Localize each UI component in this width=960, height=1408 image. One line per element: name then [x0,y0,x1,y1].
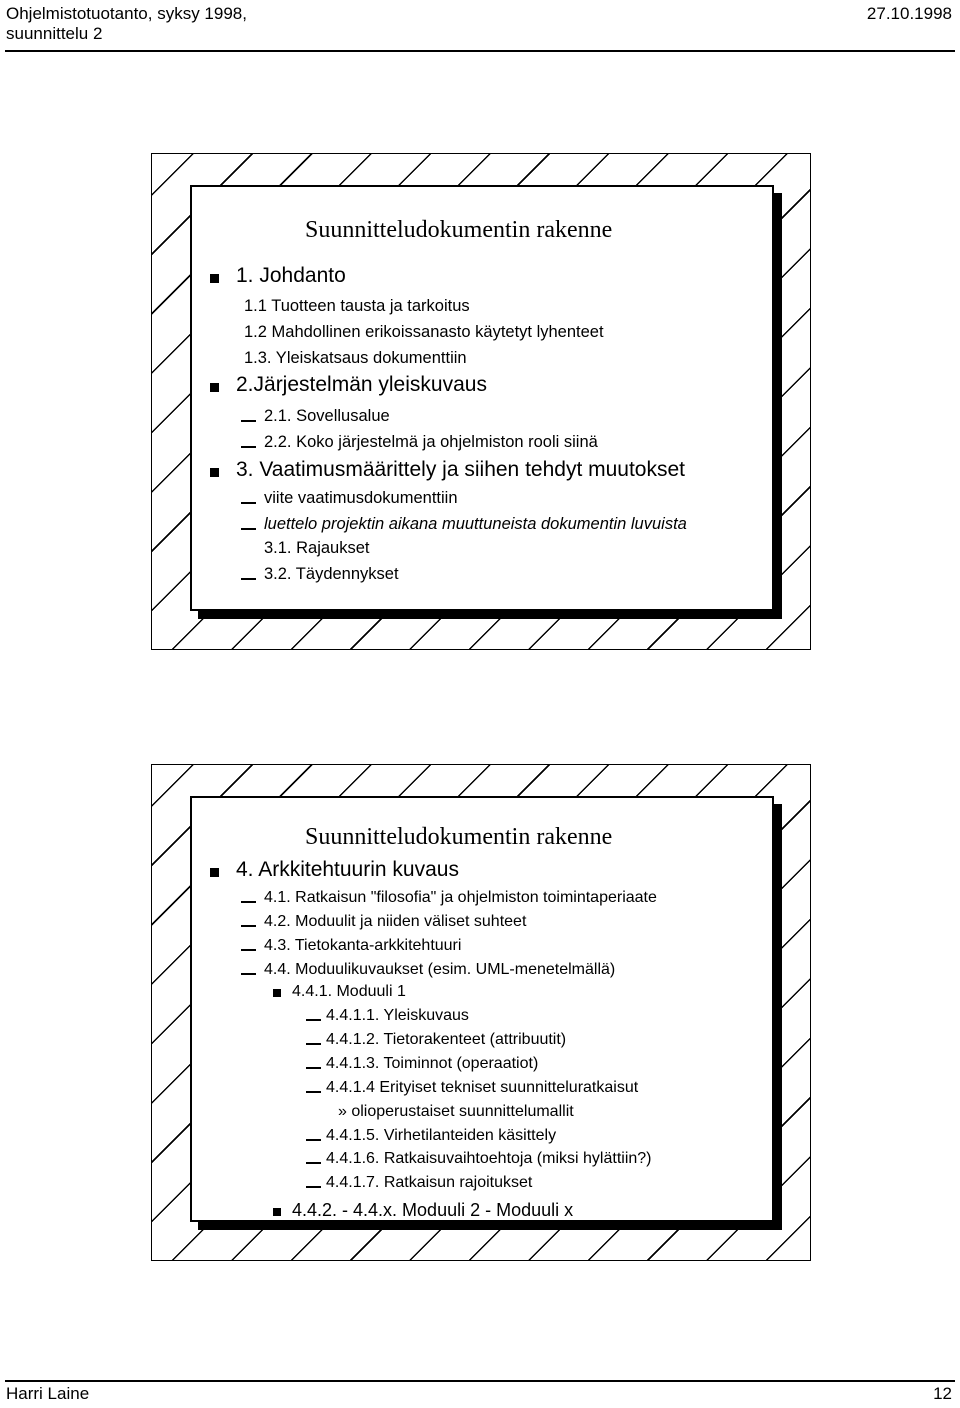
dash-bullet-icon [241,502,256,504]
dash-bullet-icon [306,1162,321,1164]
slide-2-frame [190,796,774,1222]
list-item: 3.2. Täydennykset [264,565,399,583]
header-date: 27.10.1998 [866,4,952,23]
list-item: 4.4.1.2. Tietorakenteet (attribuutit) [326,1031,567,1048]
dash-bullet-icon [241,973,256,975]
dash-bullet-icon [241,528,256,530]
list-item: 2.2. Koko järjestelmä ja ohjelmiston rooli siinä [264,433,598,451]
header-course [6,4,247,44]
square-bullet-icon [273,989,281,997]
dash-bullet-icon [241,420,256,422]
header-divider [5,50,955,52]
square-bullet-icon [210,468,219,477]
list-item: 1. Johdanto [236,264,346,287]
list-item: 4.4.1.4 Erityiset tekniset suunnitteluratkaisut [326,1079,639,1096]
list-item: 4.3. Tietokanta-arkkitehtuuri [264,937,462,954]
dash-bullet-icon [306,1019,321,1021]
dash-bullet-icon [306,1043,321,1045]
slide-2 [151,764,811,1261]
slide-1 [151,153,811,650]
page-number: 12 [933,1384,952,1403]
slide-2-title: Suunnitteludokumentin rakenne [305,824,613,850]
list-item: 4.4.1.6. Ratkaisuvaihtoehtoja (miksi hylättiin?) [326,1150,652,1167]
footer-divider [5,1380,955,1382]
list-item: 3.1. Rajaukset [264,539,370,557]
list-item: » olioperustaiset suunnittelumallit [338,1103,574,1120]
list-item: 2.1. Sovellusalue [264,407,390,425]
list-item: 4.4. Moduulikuvaukset (esim. UML-menetelmällä) [264,961,616,978]
dash-bullet-icon [306,1186,321,1188]
dash-bullet-icon [241,446,256,448]
list-item: 4.4.1.3. Toiminnot (operaatiot) [326,1055,539,1072]
footer-author: Harri Laine [6,1384,90,1403]
dash-bullet-icon [306,1067,321,1069]
list-item: 1.2 Mahdollinen erikoissanasto käytetyt lyhenteet [244,323,604,341]
header-course-line2: suunnittelu 2 [6,24,103,43]
list-item: 1.1 Tuotteen tausta ja tarkoitus [244,297,470,315]
square-bullet-icon [273,1208,281,1216]
dash-bullet-icon [306,1091,321,1093]
list-item: 4.4.1.7. Ratkaisun rajoitukset [326,1174,533,1191]
list-item: 4.1. Ratkaisun "filosofia" ja ohjelmiston toimintaperiaate [264,889,657,906]
square-bullet-icon [210,274,219,283]
list-item: 4.4.2. - 4.4.x. Moduuli 2 - Moduuli x [292,1200,574,1220]
list-item: 4. Arkkitehtuurin kuvaus [236,858,459,881]
list-item: 4.4.1.5. Virhetilanteiden käsittely [326,1127,557,1144]
dash-bullet-icon [241,925,256,927]
list-item: 3. Vaatimusmäärittely ja siihen tehdyt muutokset [236,458,685,481]
list-item: 4.4.1.1. Yleiskuvaus [326,1007,469,1024]
dash-bullet-icon [241,901,256,903]
list-item: 2.Järjestelmän yleiskuvaus [236,373,487,396]
slide-1-frame [190,185,774,611]
slide-1-title: Suunnitteludokumentin rakenne [305,217,613,243]
list-item: 4.2. Moduulit ja niiden väliset suhteet [264,913,527,930]
list-item: 1.3. Yleiskatsaus dokumenttiin [244,349,467,367]
header-course-line1: Ohjelmistotuotanto, syksy 1998, [6,4,247,23]
list-item: 4.4.1. Moduuli 1 [292,983,406,1000]
square-bullet-icon [210,383,219,392]
dash-bullet-icon [241,949,256,951]
list-item: luettelo projektin aikana muuttuneista dokumentin luvuista [264,515,687,533]
list-item: viite vaatimusdokumenttiin [264,489,458,507]
dash-bullet-icon [241,578,256,580]
square-bullet-icon [210,868,219,877]
dash-bullet-icon [306,1139,321,1141]
